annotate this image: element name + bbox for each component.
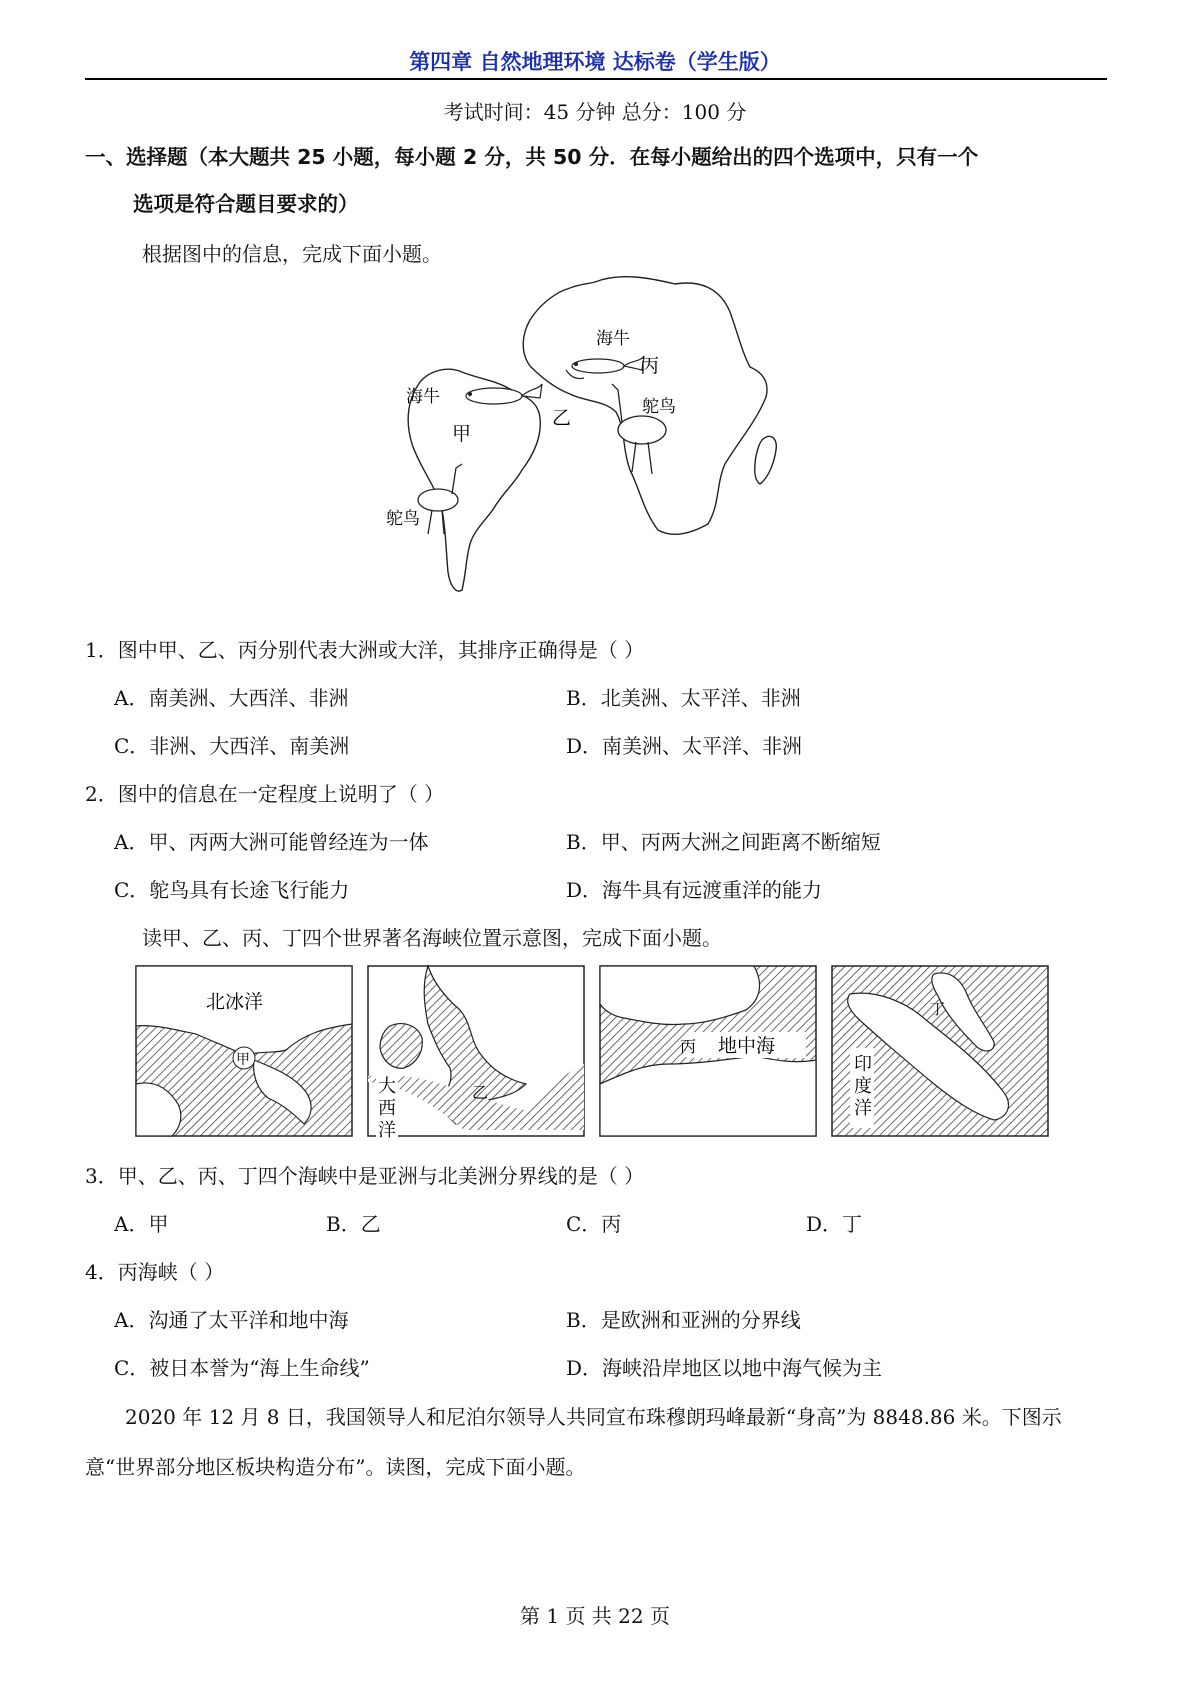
- question-3-stem: 3．甲、乙、丙、丁四个海峡中是亚洲与北美洲分界线的是（ ）: [85, 1164, 645, 1188]
- label-ostrich-sa: 鸵鸟: [386, 509, 420, 529]
- q3-option-d[interactable]: D．丁: [806, 1212, 863, 1236]
- exam-info: 考试时间：45 分钟 总分：100 分: [443, 100, 747, 124]
- section-heading: [85, 134, 1107, 228]
- label-atlantic-2: 西: [378, 1098, 396, 1119]
- section-heading-line1: 一、选择题（本大题共 25 小题，每小题 2 分，共 50 分．在每小题给出的四个选项中，只有一个: [85, 145, 979, 169]
- q4-option-a[interactable]: A．沟通了太平洋和地中海: [114, 1308, 349, 1332]
- question-1-stem: 1．图中甲、乙、丙分别代表大洲或大洋，其排序正确得是（ ）: [85, 638, 645, 662]
- label-indian-1: 印: [854, 1054, 872, 1075]
- label-ostrich-africa: 鸵鸟: [642, 397, 676, 417]
- label-atlantic-1: 大: [378, 1076, 396, 1097]
- header-rule: [85, 78, 1107, 80]
- page-footer: 第 1 页 共 22 页: [520, 1604, 670, 1628]
- label-strait-yi: 乙: [472, 1083, 489, 1102]
- question-2-stem: 2．图中的信息在一定程度上说明了（ ）: [85, 782, 445, 806]
- label-jia: 甲: [452, 423, 472, 445]
- label-indian-2: 度: [854, 1076, 872, 1097]
- strait-map-bing: [600, 966, 816, 1136]
- label-bing: 丙: [640, 355, 660, 377]
- intro-map1: 根据图中的信息，完成下面小题。: [142, 242, 442, 266]
- label-strait-bing: 丙: [680, 1037, 697, 1056]
- q1-option-d[interactable]: D．南美洲、太平洋、非洲: [566, 734, 803, 758]
- label-manatee-africa: 海牛: [596, 329, 630, 349]
- label-strait-jia: 甲: [236, 1052, 250, 1068]
- label-strait-ding: 丁: [930, 1000, 946, 1018]
- q2-option-b[interactable]: B．甲、丙两大洲之间距离不断缩短: [566, 830, 881, 854]
- label-arctic-ocean: 北冰洋: [206, 991, 264, 1013]
- reading-passage: 2020 年 12 月 8 日，我国领导人和尼泊尔领导人共同宣布珠穆朗玛峰最新“身高”为 8848.86 米。下图示意“世界部分地区板块构造分布”。读图，完成下面小题。: [85, 1405, 1062, 1479]
- q1-option-c[interactable]: C．非洲、大西洋、南美洲: [114, 734, 350, 758]
- q2-option-c[interactable]: C．鸵鸟具有长途飞行能力: [114, 878, 350, 902]
- madagascar-outline: [755, 436, 777, 484]
- continents-map: [386, 272, 810, 612]
- section-heading-line2: 选项是符合题目要求的）: [133, 192, 359, 216]
- q1-option-a[interactable]: A．南美洲、大西洋、非洲: [114, 686, 349, 710]
- q4-option-d[interactable]: D．海峡沿岸地区以地中海气候为主: [566, 1356, 883, 1380]
- label-atlantic-3: 洋: [378, 1120, 396, 1141]
- strait-maps: [134, 964, 1054, 1140]
- intro-straits: 读甲、乙、丙、丁四个世界著名海峡位置示意图，完成下面小题。: [142, 926, 722, 950]
- q2-option-a[interactable]: A．甲、丙两大洲可能曾经连为一体: [114, 830, 429, 854]
- label-manatee-sa: 海牛: [406, 387, 440, 407]
- strait-map-ding: [832, 966, 1048, 1136]
- q3-option-a[interactable]: A．甲: [114, 1212, 169, 1236]
- q3-option-b[interactable]: B．乙: [326, 1212, 381, 1236]
- strait-map-jia: [136, 966, 352, 1136]
- q1-option-b[interactable]: B．北美洲、太平洋、非洲: [566, 686, 801, 710]
- document-title: 第四章 自然地理环境 达标卷（学生版）: [409, 50, 781, 74]
- label-indian-3: 洋: [854, 1098, 872, 1119]
- q4-option-b[interactable]: B．是欧洲和亚洲的分界线: [566, 1308, 801, 1332]
- label-yi: 乙: [552, 407, 572, 429]
- strait-map-yi: [368, 966, 584, 1141]
- q3-option-c[interactable]: C．丙: [566, 1212, 622, 1236]
- label-mediterranean: 地中海: [718, 1035, 776, 1057]
- q4-option-c[interactable]: C．被日本誉为“海上生命线”: [114, 1356, 370, 1380]
- q2-option-d[interactable]: D．海牛具有远渡重洋的能力: [566, 878, 823, 902]
- question-4-stem: 4．丙海峡（ ）: [85, 1260, 225, 1284]
